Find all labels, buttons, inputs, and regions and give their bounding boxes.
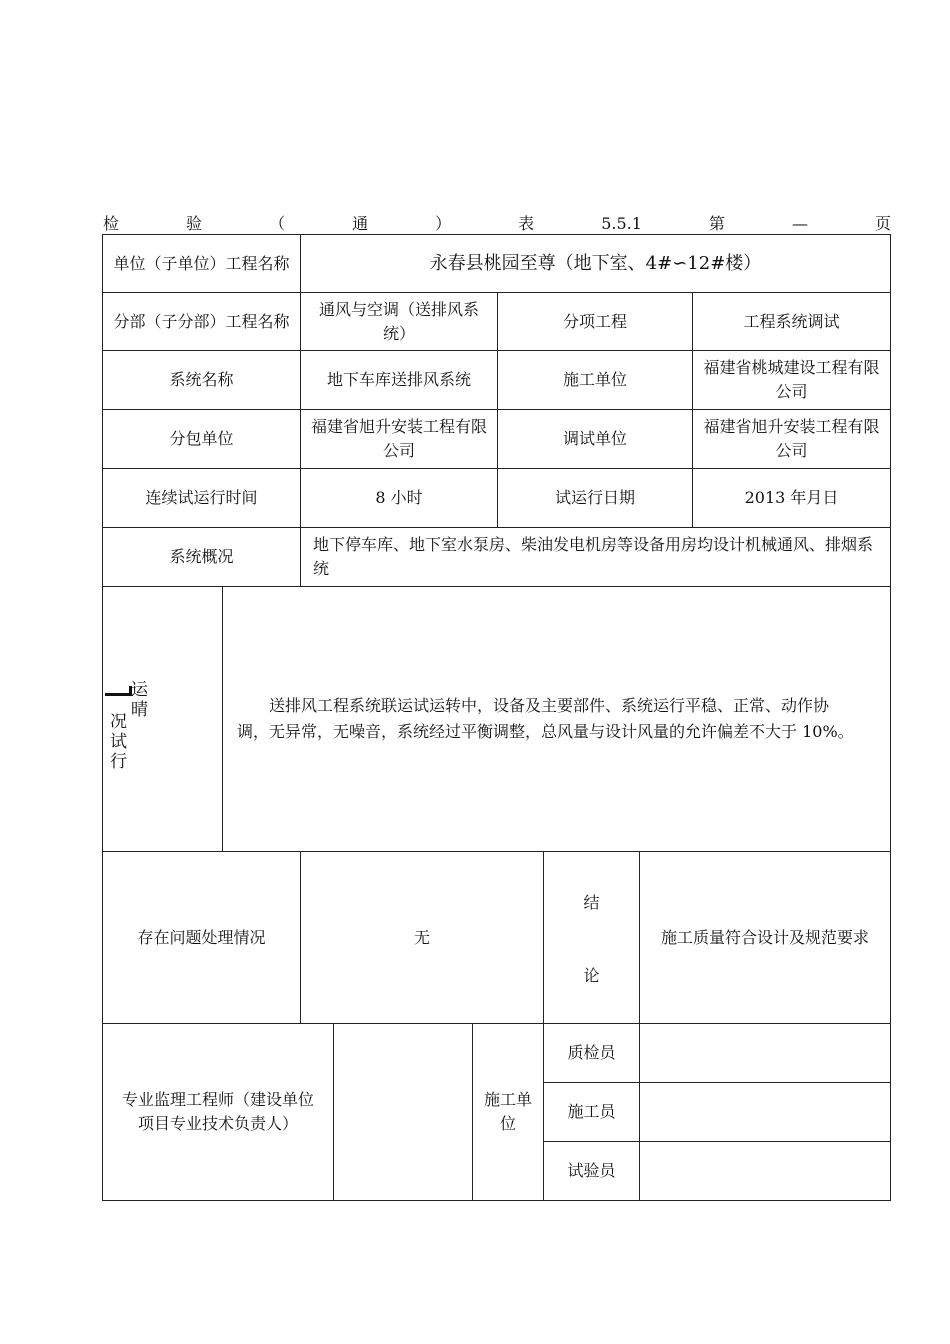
label-char: 试 <box>110 732 127 752</box>
supervisor-signature-field[interactable] <box>334 1024 472 1200</box>
header-char: 第 <box>708 214 725 233</box>
contractor-value: 福建省桃城建设工程有限公司 <box>703 358 880 401</box>
tester-role-label: 试验员 <box>567 1161 616 1180</box>
form-header <box>103 214 891 234</box>
header-char: 检 <box>103 214 120 233</box>
system-name-label: 系统名称 <box>169 370 234 389</box>
subitem-label: 分项工程 <box>562 311 627 331</box>
supervisor-label: 专业监理工程师（建设单位项目专业技术负责人） <box>121 1090 314 1133</box>
conclusion-value: 施工质量符合设计及规范要求 <box>660 927 869 947</box>
constructor-field[interactable] <box>640 1083 890 1141</box>
project-name-value: 永春县桃园至尊（地下室、4#∽12#楼） <box>429 252 762 274</box>
conclusion-label-char: 结 <box>583 893 600 912</box>
run-date-value: 2013 年月日 <box>744 488 839 507</box>
construction-unit-label: 施工单位 <box>483 1090 532 1133</box>
overview-label: 系统概况 <box>169 547 234 566</box>
division-label: 分部（子分部）工程名称 <box>113 311 290 331</box>
contractor-label: 施工单位 <box>562 370 627 389</box>
issues-label: 存在问题处理情况 <box>137 927 266 947</box>
label-char: 晴 <box>131 700 148 720</box>
division-value: 通风与空调（送排风系统） <box>318 299 479 343</box>
tester-label: 调试单位 <box>562 429 627 448</box>
operation-text-line: 调，无异常，无噪音，系统经过平衡调整，总风量与设计风量的允许偏差不大于 10%。 <box>237 722 854 741</box>
subcontractor-label: 分包单位 <box>169 429 234 448</box>
runtime-value: 8 小时 <box>375 488 423 507</box>
subitem-value: 工程系统调试 <box>743 311 840 331</box>
run-date-label: 试运行日期 <box>554 488 635 507</box>
operation-status-text <box>223 587 890 851</box>
label-char: 况 <box>110 712 127 732</box>
operation-text-line: 送排风工程系统联运试运转中，设备及主要部件、系统运行平稳、正常、动作协 <box>269 696 830 715</box>
project-name-label: 单位（子单位）工程名称 <box>113 253 290 273</box>
header-char: （ <box>269 214 286 233</box>
tester-value: 福建省旭升安装工程有限公司 <box>703 417 880 460</box>
header-char: ） <box>435 214 452 233</box>
constructor-label: 施工员 <box>567 1102 616 1121</box>
label-char: 运 <box>131 680 148 700</box>
tester-role-field[interactable] <box>640 1142 890 1200</box>
quality-inspector-field[interactable] <box>640 1024 890 1082</box>
quality-inspector-label: 质检员 <box>567 1043 616 1062</box>
system-name-value: 地下车库送排风系统 <box>326 370 471 389</box>
subcontractor-value: 福建省旭升安装工程有限公司 <box>311 417 488 460</box>
header-char: 通 <box>352 214 369 233</box>
header-page-number: — <box>791 214 808 233</box>
header-char: 页 <box>874 214 891 233</box>
runtime-label: 连续试运行时间 <box>145 488 258 507</box>
overview-value: 地下停车库、地下室水泵房、柴油发电机房等设备用房均设计机械通风、排烟系统 <box>313 535 874 578</box>
header-form-number: 5.5.1 <box>601 214 642 233</box>
issues-value: 无 <box>413 927 430 947</box>
header-char: 验 <box>186 214 203 233</box>
operation-status-label <box>105 680 155 780</box>
label-char: 行 <box>110 752 127 772</box>
header-char: 表 <box>518 214 535 233</box>
conclusion-label-char: 论 <box>583 966 600 985</box>
